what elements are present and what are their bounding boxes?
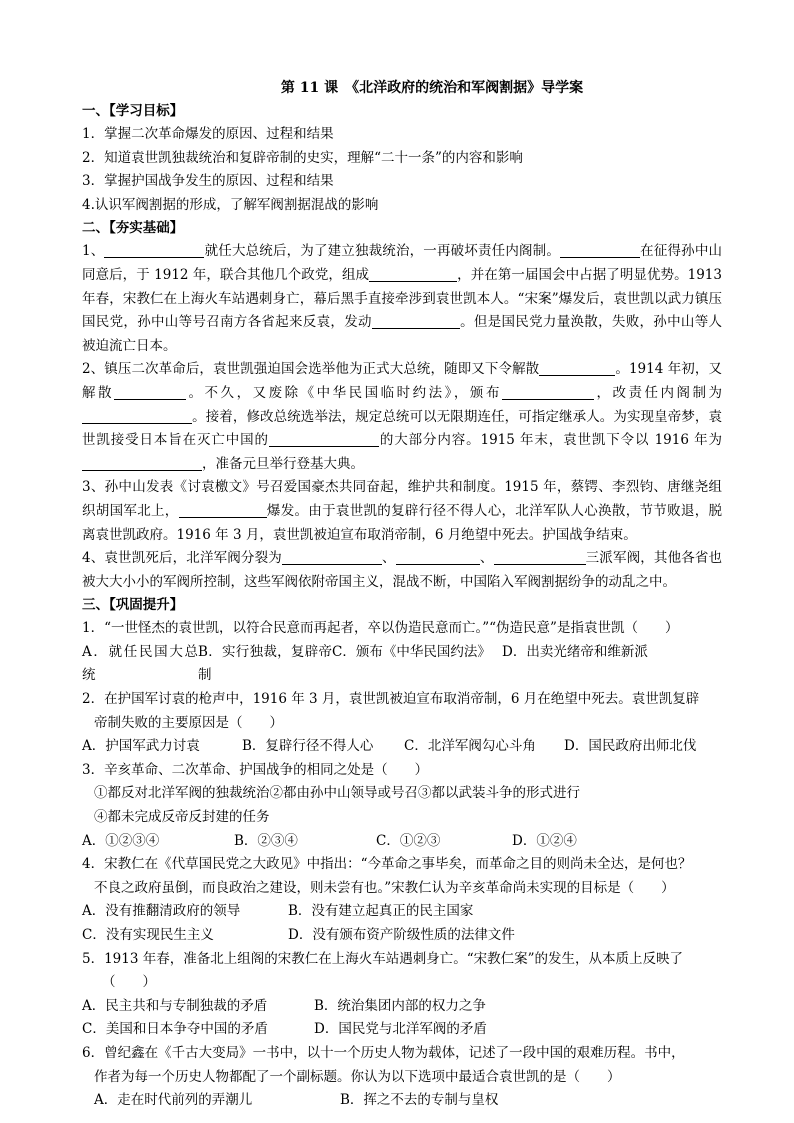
question-5-options-cont — [82, 1018, 722, 1042]
question-2-options — [82, 735, 722, 759]
fill-blank[interactable] — [179, 502, 267, 518]
option-d[interactable]: D．国民党与北洋军阀的矛盾 — [314, 1021, 487, 1038]
option-a[interactable]: A．①②③④ — [82, 832, 160, 849]
question-3-statements-cont: ④都未完成反帝反封建的任务 — [94, 809, 270, 826]
objective-item: 4.认识军阀割据的形成，了解军阀割据混战的影响 — [82, 196, 379, 213]
text-segment: 4、袁世凯死后，北洋军阀分裂为 — [82, 550, 282, 567]
option-d[interactable]: D．①②④ — [512, 832, 577, 849]
option-a[interactable]: A．就任民国大总统 — [82, 643, 198, 684]
text-segment: 三派军阀，其他各省也被大大小小的军阀所控制，这些军阀依附帝国主义，混战不断，中国陷入军阀割据纷争的动乱之中。 — [82, 550, 723, 590]
fill-blank[interactable] — [494, 549, 586, 565]
option-d[interactable]: D．国民政府出师北伐 — [564, 738, 697, 755]
text-segment: 在征得孙中山同意后，于 1912 年，联合其他几个政党，组成 — [82, 243, 723, 283]
option-a[interactable]: A．护国军武力讨袁 — [82, 738, 200, 755]
objective-item: 3．掌握护国战争发生的原因、过程和结果 — [82, 173, 334, 190]
fill-blank[interactable] — [560, 242, 640, 258]
section-heading-objectives: 一、【学习目标】 — [82, 103, 184, 119]
fill-blank[interactable] — [502, 384, 594, 400]
text-segment: 。不久，又废除《中华民国临时约法》，颁布 — [186, 384, 502, 401]
question-5-stem-cont: （ ） — [102, 974, 156, 991]
question-3-stem: 3．辛亥革命、二次革命、护国战争的相同之处是（ ） — [82, 761, 429, 778]
text-segment: ，改责任内阁制为 — [593, 384, 723, 401]
question-3-statements: ①都反对北洋军阀的独裁统治②都由孙中山领导或号召③都以武装斗争的形式进行 — [94, 785, 580, 802]
fill-blank[interactable] — [372, 313, 460, 329]
text-segment: 1、 — [82, 243, 105, 260]
fill-blank[interactable] — [82, 408, 192, 424]
basics-paragraph-3 — [82, 476, 722, 547]
text-segment: 、 — [381, 550, 396, 567]
fill-blank[interactable] — [114, 384, 186, 400]
option-b[interactable]: B．②③④ — [234, 832, 298, 849]
option-b[interactable]: B．统治集团内部的权力之争 — [314, 997, 486, 1014]
option-a[interactable]: A．没有推翻清政府的领导 — [82, 903, 241, 920]
question-4-options — [82, 900, 722, 924]
basics-paragraph-2 — [82, 358, 722, 476]
fill-blank[interactable] — [269, 431, 379, 447]
text-segment: 、 — [479, 550, 494, 567]
worksheet — [82, 78, 722, 1113]
question-3-options — [82, 830, 722, 854]
text-segment: 。接着，修改总统选举法，规定总统可以无限期连任，可指定继承人。为实现皇帝梦，袁世凯接受日本旨在灭亡中国的 — [82, 408, 722, 449]
text-segment: 。1914 年初，又解散 — [82, 361, 722, 401]
question-6-stem-cont: 作者为每一个历史人物都配了一个副标题。你认为以下选项中最适合袁世凯的是（ ） — [94, 1068, 621, 1085]
question-5-stem: 5．1913 年春，准备北上组阁的宋教仁在上海火车站遇刺身亡。“宋教仁案”的发生，从本质上反映了 — [82, 950, 684, 967]
fill-blank[interactable] — [539, 360, 615, 376]
fill-blank[interactable] — [82, 455, 202, 471]
option-d[interactable]: D．出卖光绪帝和维新派 — [502, 643, 648, 660]
question-5-options — [82, 995, 722, 1019]
option-b[interactable]: B．没有建立起真正的民主国家 — [288, 903, 474, 920]
text-segment: 。但是国民党力量涣散，失败，孙中山等人被迫流亡日本。 — [82, 314, 723, 354]
option-a[interactable]: A．走在时代前列的弄潮儿 — [94, 1092, 253, 1109]
fill-blank[interactable] — [396, 549, 480, 565]
option-c[interactable]: C．①②③ — [376, 832, 441, 849]
option-b[interactable]: B．挥之不去的专制与皇权 — [340, 1092, 499, 1109]
question-4-options-cont — [82, 924, 722, 948]
fill-blank[interactable] — [104, 242, 204, 258]
option-a[interactable]: A．民主共和与专制独裁的矛盾 — [82, 997, 268, 1014]
text-segment: ，并在第一届国会中占据了明显优势。1913 年春，宋教仁在上海火车站遇刺身亡，幕后黑手直接牵涉到袁世凯本人。“宋案”爆发后，袁世凯以武力镇压国民党，孙中山等号召南方各省起来反袁，发动 — [82, 266, 722, 331]
option-c[interactable]: C．颁布《中华民国约法》 — [332, 643, 491, 660]
question-2-stem: 2．在护国军讨袁的枪声中，1916 年 3 月，袁世凯被迫宣布取消帝制，6 月在绝望中死去。袁世凯复辟 — [82, 691, 700, 708]
basics-paragraph-1 — [82, 240, 722, 358]
option-c[interactable]: C．北洋军阀勾心斗角 — [404, 738, 536, 755]
question-2-stem-cont: 帝制失败的主要原因是（ ） — [94, 714, 283, 731]
objective-item: 1．掌握二次革命爆发的原因、过程和结果 — [82, 126, 334, 142]
question-6-options — [82, 1089, 722, 1113]
option-d[interactable]: D．没有颁布资产阶级性质的法律文件 — [288, 927, 515, 943]
text-segment: 就任大总统后，为了建立独裁统治，一再破坏责任内阁制。 — [204, 243, 560, 260]
section-heading-basics: 二、【夯实基础】 — [82, 220, 184, 237]
objective-item: 2．知道袁世凯独裁统治和复辟帝制的史实，理解“二十一条”的内容和影响 — [82, 149, 523, 166]
fill-blank[interactable] — [282, 549, 382, 565]
fill-blank[interactable] — [369, 266, 457, 282]
question-1-options — [82, 641, 722, 688]
basics-paragraph-4 — [82, 547, 722, 594]
text-segment: 爆发。由于袁世凯的复辟行径不得人心，北洋军队人心涣散，节节败退，脱离袁世凯政府。1916 年 3 月，袁世凯被迫宣布取消帝制，6 月绝望中死去。护国战争结束。 — [82, 502, 723, 543]
page-title: 第 11 课 《北洋政府的统治和军阀割据》导学案 — [280, 80, 584, 96]
text-segment: 3、孙中山发表《讨袁檄文》号召爱国豪杰共同奋起，维护共和制度。1915 年，蔡锷、李烈钧、唐继尧组织胡国军北上， — [82, 479, 722, 519]
question-4-stem: 4．宋教仁在《代草国民党之大政见》中指出：“今革命之事毕矣，而革命之目的则尚未全达，是何也？ — [82, 856, 692, 873]
section-heading-consolidation: 三、【巩固提升】 — [82, 597, 184, 614]
question-6-stem: 6．曾纪鑫在《千古大变局》一书中，以十一个历史人物为载体，记述了一段中国的艰难历程。书中， — [82, 1044, 685, 1061]
question-1-stem: 1．“一世怪杰的袁世凯，以符合民意而再起者，卒以伪造民意而亡。”“伪造民意”是指袁世凯（ ） — [82, 620, 679, 637]
text-segment: ，准备元旦举行登基大典。 — [202, 455, 364, 472]
option-c[interactable]: C．美国和日本争夺中国的矛盾 — [82, 1021, 268, 1038]
option-c[interactable]: C．没有实现民生主义 — [82, 927, 214, 943]
option-b[interactable]: B．复辟行径不得人心 — [242, 738, 374, 755]
text-segment: 2、镇压二次革命后，袁世凯强迫国会选举他为正式大总统，随即又下令解散 — [82, 361, 540, 378]
text-segment: 的大部分内容。1915 年末，袁世凯下令以 1916 年为 — [378, 432, 722, 449]
question-4-stem-cont: 不良之政府虽倒，而良政治之建设，则未尝有也。”宋教仁认为辛亥革命尚未实现的目标是（ ） — [94, 879, 675, 896]
option-b[interactable]: B．实行独裁，复辟帝制 — [198, 643, 332, 684]
